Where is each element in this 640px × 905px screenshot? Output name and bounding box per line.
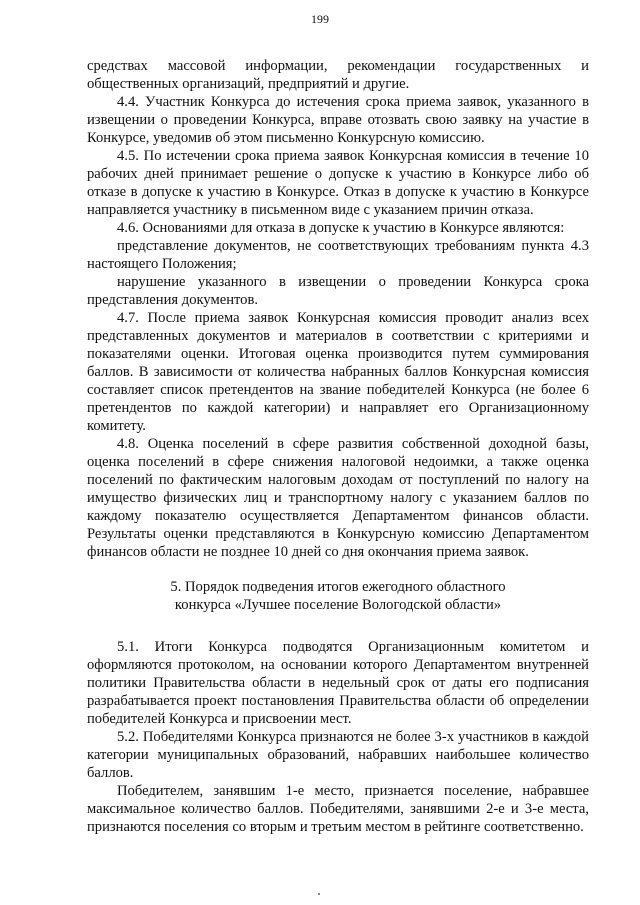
paragraph-4-8: 4.8. Оценка поселений в сфере развития собственной доходной базы, оценка поселений в сфере снижения налоговой недоимки, а также оценка поселений по фактическим налоговым доходам от поступлений по налогу на имущество физических лиц и транспортному налогу с указанием баллов по каждому показателю осуществляется Департаментом финансов области. Результаты оценки представляются в Конкурсную комиссию Департаментом финансов области не позднее 10 дней со дня окончания приема заявок. — [87, 436, 589, 560]
list-item-reason-2: нарушение указанного в извещении о проведении Конкурса срока представления документов. — [87, 274, 589, 308]
paragraph-5-1: 5.1. Итоги Конкурса подводятся Организационным комитетом и оформляются протоколом, на основании которого Департаментом внутренней политики Правительства области в недельный срок от даты его подписания разрабатывается проект постановления Правительства области об определении победителей Конкурса и присвоении мест. — [87, 639, 589, 727]
section-5-heading-line-2: конкурса «Лучшее поселение Вологодской области» — [174, 597, 502, 613]
document-body — [87, 57, 589, 836]
page-number: 199 — [311, 12, 329, 26]
paragraph-4-6: 4.6. Основаниями для отказа в допуске к участию в Конкурсе являются: — [117, 220, 565, 236]
list-item-reason-1: представление документов, не соответствующих требованиям пункта 4.3 настоящего Положения; — [87, 238, 589, 272]
scan-artifact-dot — [318, 893, 320, 895]
section-5-heading — [87, 578, 589, 614]
paragraph-4-5: 4.5. По истечении срока приема заявок Конкурсная комиссия в течение 10 рабочих дней принимает решение о допуске к участию в Конкурсе либо об отказе в допуске к участию в Конкурсе. Отказ в допуске к участию в Конкурсе направляется участнику в письменном виде с указанием причин отказа. — [87, 148, 589, 218]
paragraph-winners: Победителем, занявшим 1-е место, признается поселение, набравшее максимальное количество баллов. Победителями, занявшими 2-е и 3-е места, признаются поселения со вторым и третьим местом в рейтинге соответственно. — [87, 783, 589, 835]
paragraph-continuation: средствах массовой информации, рекомендации государственных и общественных организаций, предприятий и другие. — [87, 58, 589, 92]
section-5-heading-line-1: 5. Порядок подведения итогов ежегодного областного — [170, 579, 506, 595]
paragraph-5-2: 5.2. Победителями Конкурса признаются не более 3-х участников в каждой категории муниципальных образований, набравших наибольшее количество баллов. — [87, 729, 589, 781]
paragraph-4-4: 4.4. Участник Конкурса до истечения срока приема заявок, указанного в извещении о проведении Конкурса, вправе отозвать свою заявку на участие в Конкурсе, уведомив об этом письменно Конкурсную комиссию. — [87, 94, 589, 146]
paragraph-4-7: 4.7. После приема заявок Конкурсная комиссия проводит анализ всех представленных документов и материалов в соответствии с критериями и показателями оценки. Итоговая оценка производится путем суммирования баллов. В зависимости от количества набранных баллов Конкурсная комиссия составляет список претендентов на звание победителей Конкурса (не более 6 претендентов по каждой категории) и направляет его Организационному комитету. — [87, 310, 589, 434]
